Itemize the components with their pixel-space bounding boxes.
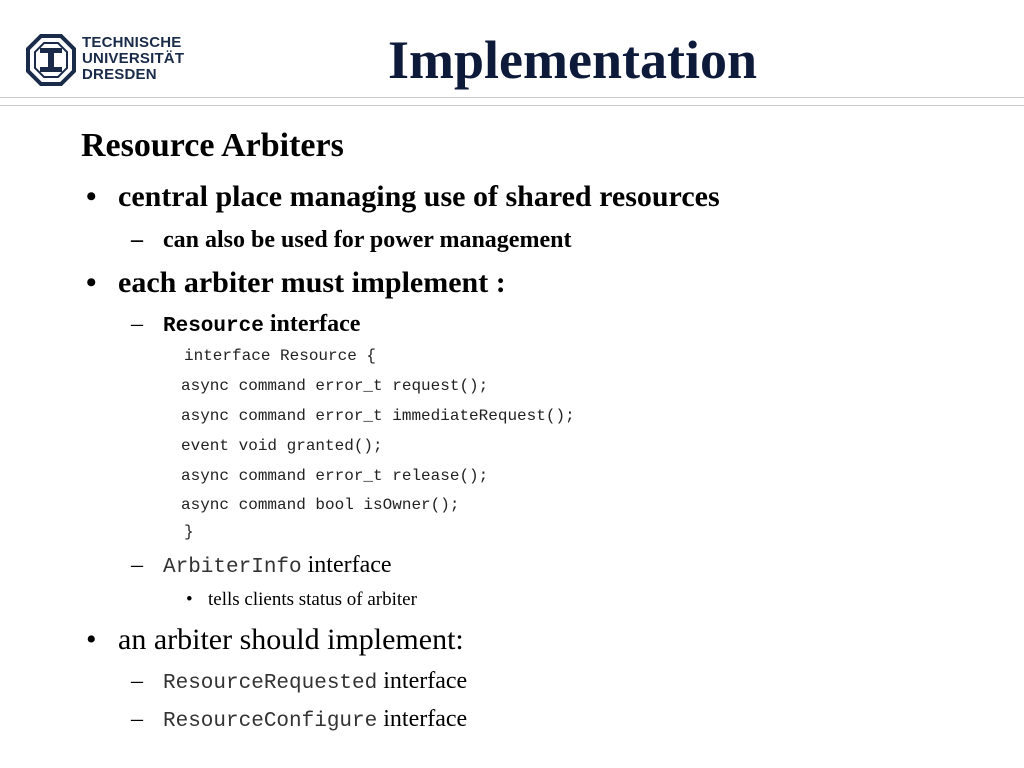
bullet-text: an arbiter should implement:: [118, 623, 464, 656]
code-line-5: async command error_t release();: [181, 467, 489, 485]
bullet-marker: •: [86, 180, 97, 213]
interface-suffix: interface: [269, 311, 361, 337]
bullet-marker: •: [186, 589, 193, 610]
header-divider-bottom: [0, 105, 1024, 106]
sub-item-arbiterinfo: [131, 550, 392, 580]
header-divider-top: [0, 97, 1024, 98]
bullet-item-2: [86, 265, 506, 301]
bullet-text: each arbiter must implement :: [118, 266, 506, 299]
interface-name: Resource: [163, 315, 264, 338]
interface-name: ArbiterInfo: [163, 556, 302, 579]
interface-suffix: interface: [383, 706, 468, 732]
code-line-2: async command error_t request();: [181, 377, 489, 395]
bullet-text: central place managing use of shared resources: [118, 180, 720, 213]
slide-title: Implementation: [388, 30, 757, 90]
code-line-6: async command bool isOwner();: [181, 496, 460, 514]
logo-line-1: TECHNISCHE: [82, 34, 182, 51]
interface-suffix: interface: [307, 552, 392, 578]
sub-item-power: [131, 225, 572, 255]
dash-marker: –: [131, 311, 143, 337]
sub-item-text: can also be used for power management: [163, 227, 572, 253]
interface-suffix: interface: [383, 668, 468, 694]
bullet-item-3: [86, 622, 464, 658]
tu-dresden-emblem-icon: [26, 34, 76, 86]
bullet-marker: •: [86, 266, 97, 299]
sub-sub-item-status: [186, 588, 417, 612]
sub-item-configure: [131, 704, 468, 734]
interface-name: ResourceRequested: [163, 672, 378, 695]
code-line-7: }: [184, 523, 194, 541]
bullet-marker: •: [86, 623, 97, 656]
dash-marker: –: [131, 552, 143, 578]
sub-item-requested: [131, 666, 468, 696]
code-line-4: event void granted();: [181, 437, 383, 455]
logo-line-2: UNIVERSITÄT: [82, 50, 185, 67]
logo-line-3: DRESDEN: [82, 66, 157, 83]
interface-name: ResourceConfigure: [163, 710, 378, 733]
section-title: Resource Arbiters: [81, 127, 344, 164]
dash-marker: –: [131, 227, 143, 253]
code-line-1: interface Resource {: [184, 347, 377, 365]
code-line-3: async command error_t immediateRequest();: [181, 407, 575, 425]
sub-sub-item-text: tells clients status of arbiter: [208, 589, 417, 610]
dash-marker: –: [131, 706, 143, 732]
sub-item-resource: [131, 309, 361, 339]
dash-marker: –: [131, 668, 143, 694]
bullet-item-1: [86, 179, 720, 215]
university-logo: [26, 34, 196, 90]
